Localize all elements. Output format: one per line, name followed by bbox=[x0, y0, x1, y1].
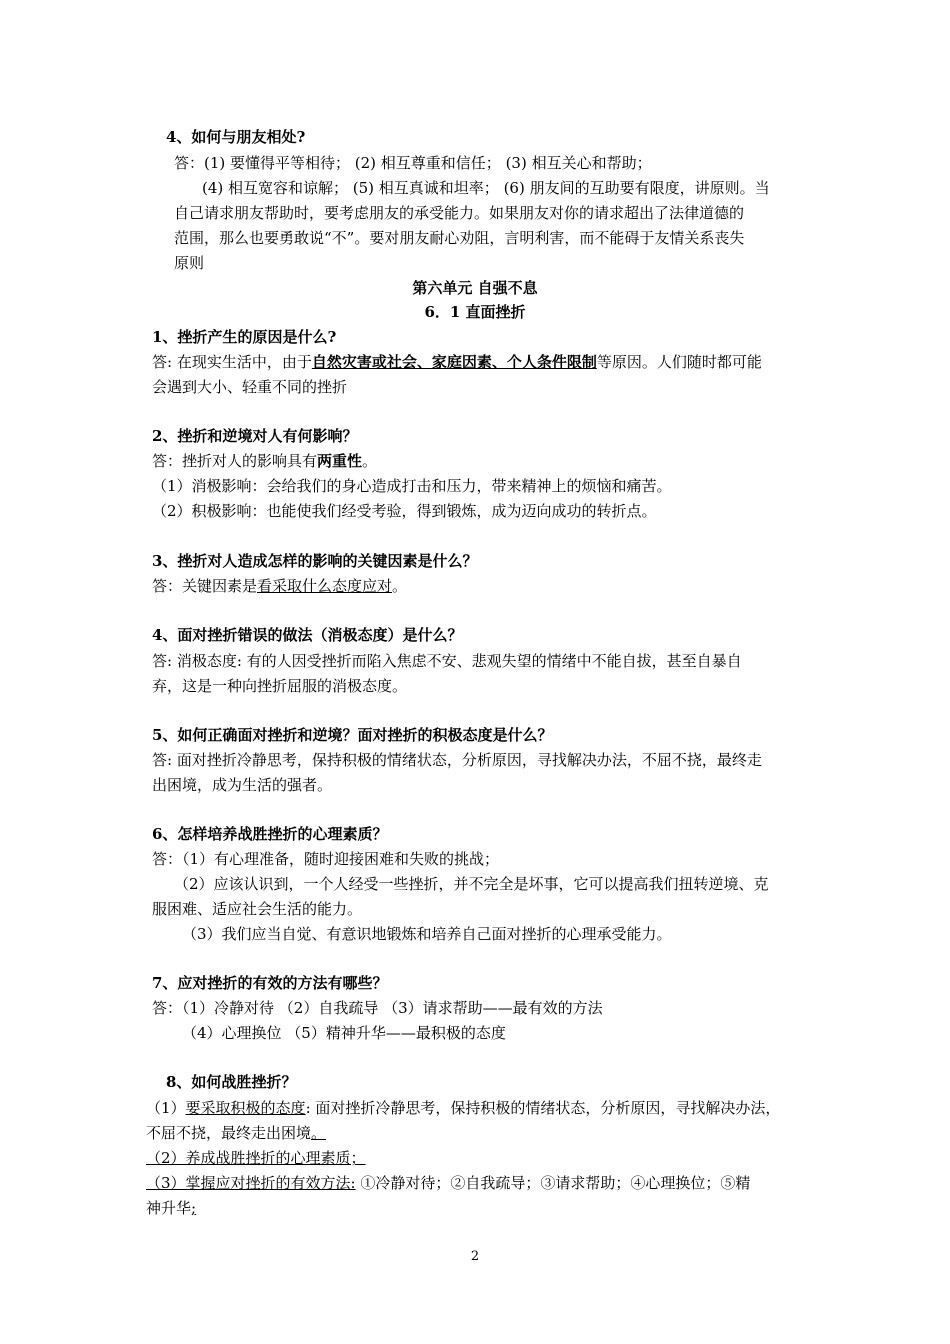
q6-answer-line-1: 答：（1）有心理准备，随时迎接困难和失败的挑战； bbox=[152, 850, 500, 868]
q8-line-2-key: 。 bbox=[311, 1124, 327, 1142]
q8-line-1-post: : 面对挫折冷静思考，保持积极的情绪状态，分析原因，寻找解决办法， bbox=[305, 1099, 781, 1117]
q1-answer-line-2: 会遇到大小、轻重不同的挫折 bbox=[152, 378, 348, 396]
friend-answer-line-5: 原则 bbox=[174, 254, 205, 272]
q3-title: 3、挫折对人造成怎样的影响的关键因素是什么？ bbox=[152, 552, 478, 570]
q5-title: 5、如何正确面对挫折和逆境？面对挫折的积极态度是什么？ bbox=[152, 726, 553, 744]
q1-answer-pre: 答: 在现实生活中，由于 bbox=[152, 353, 312, 371]
q8-line-5-key: ; bbox=[191, 1199, 197, 1217]
q8-line-5-pre: 神升华 bbox=[146, 1199, 192, 1217]
q2-answer-key: 两重性 bbox=[317, 452, 363, 470]
q2-answer-pre: 答：挫折对人的影响具有 bbox=[152, 452, 318, 470]
friend-answer-line-3: 自己请求朋友帮助时，要考虑朋友的承受能力。如果朋友对你的请求超出了法律道德的 bbox=[174, 204, 745, 222]
unit-title: 第六单元 自强不息 bbox=[412, 279, 538, 297]
q8-line-1-key: 要采取积极的态度 bbox=[185, 1099, 306, 1117]
q5-answer-line-1: 答: 面对挫折冷静思考，保持积极的情绪状态，分析原因，寻找解决办法，不屈不挠，最终走 bbox=[152, 751, 762, 769]
q6-answer-line-3: 服困难、适应社会生活的能力。 bbox=[152, 900, 363, 918]
page-number: 2 bbox=[470, 1249, 480, 1264]
q8-title: 8、如何战胜挫折？ bbox=[166, 1073, 297, 1091]
friend-question-title: 4、如何与朋友相处? bbox=[166, 128, 306, 146]
q2-answer-post: 。 bbox=[362, 452, 378, 470]
q4-title: 4、面对挫折错误的做法（消极态度）是什么？ bbox=[152, 626, 463, 644]
q8-line-4-post: ①冷静对待；②自我疏导；③请求帮助；④心理换位；⑤精 bbox=[355, 1174, 751, 1192]
q2-answer-line-2: （1）消极影响：会给我们的身心造成打击和压力，带来精神上的烦恼和痛苦。 bbox=[152, 477, 672, 495]
q8-answer-line-2 bbox=[146, 1123, 326, 1143]
q8-answer-line-4 bbox=[146, 1173, 750, 1193]
q5-answer-line-2: 出困境，成为生活的强者。 bbox=[152, 776, 333, 794]
q2-answer-line-1 bbox=[152, 451, 377, 471]
q8-answer-line-3: （2）养成战胜挫折的心理素质； bbox=[146, 1149, 366, 1167]
q7-title: 7、应对挫折的有效的方法有哪些？ bbox=[152, 974, 388, 992]
q4-answer-line-2: 弃，这是一种向挫折屈服的消极态度。 bbox=[152, 677, 408, 695]
q6-title: 6、怎样培养战胜挫折的心理素质？ bbox=[152, 825, 388, 843]
q1-answer-key: 自然灾害或社会、家庭因素、个人条件限制 bbox=[311, 353, 597, 371]
q3-answer-line-1 bbox=[152, 576, 407, 596]
q6-answer-line-2: （2）应该认识到，一个人经受一些挫折，并不完全是坏事，它可以提高我们扭转逆境、克 bbox=[174, 875, 769, 893]
lesson-title: 6．1 直面挫折 bbox=[424, 303, 526, 321]
q7-answer-line-1: 答：（1）冷静对待 （2）自我疏导 （3）请求帮助——最有效的方法 bbox=[152, 999, 603, 1017]
q7-answer-line-2: （4）心理换位 （5）精神升华——最积极的态度 bbox=[182, 1024, 506, 1042]
q6-answer-line-4: （3）我们应当自觉、有意识地锻炼和培养自己面对挫折的心理承受能力。 bbox=[182, 925, 672, 943]
q1-title: 1、挫折产生的原因是什么? bbox=[152, 328, 337, 346]
q1-answer-line-1 bbox=[152, 352, 762, 372]
q2-title: 2、挫折和逆境对人有何影响？ bbox=[152, 427, 358, 445]
q8-answer-line-5 bbox=[146, 1198, 196, 1218]
q8-line-2-pre: 不屈不挠，最终走出困境 bbox=[146, 1124, 312, 1142]
friend-answer-line-1: 答：(1) 要懂得平等相待； (2) 相互尊重和信任； (3) 相互关心和帮助； bbox=[174, 154, 652, 172]
q3-answer-post: 。 bbox=[392, 577, 408, 595]
q8-answer-line-1 bbox=[146, 1098, 780, 1118]
friend-answer-line-4: 范围，那么也要勇敢说“不”。要对朋友耐心劝阻，言明利害，而不能碍于友情关系丧失 bbox=[174, 229, 745, 247]
q1-answer-post: 等原因。人们随时都可能 bbox=[596, 353, 762, 371]
q8-line-1-pre: （1） bbox=[146, 1099, 186, 1117]
q4-answer-line-1: 答: 消极态度: 有的人因受挫折而陷入焦虑不安、悲观失望的情绪中不能自拔，甚至自暴自 bbox=[152, 652, 742, 670]
q2-answer-line-3: （2）积极影响：也能使我们经受考验，得到锻炼，成为迈向成功的转折点。 bbox=[152, 502, 657, 520]
q8-line-4-key: （3）掌握应对挫折的有效方法: bbox=[146, 1174, 356, 1192]
q3-answer-key: 看采取什么态度应对 bbox=[257, 577, 393, 595]
friend-answer-line-2: (4) 相互宽容和谅解； (5) 相互真诚和坦率； (6) 朋友间的互助要有限度，讲原则。当 bbox=[202, 179, 770, 197]
q3-answer-pre: 答：关键因素是 bbox=[152, 577, 258, 595]
